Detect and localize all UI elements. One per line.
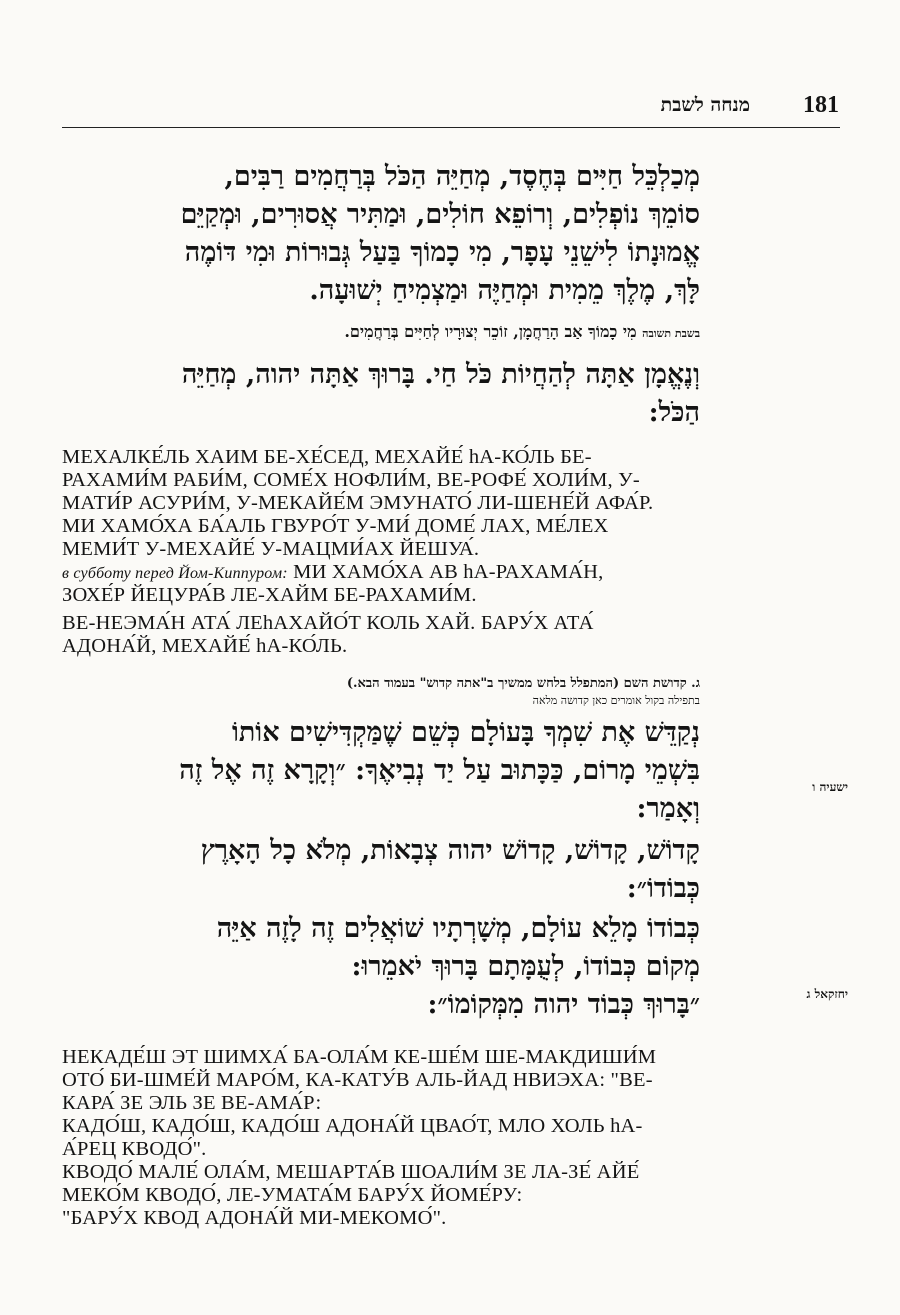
hebrew-line: כְּבוֹדוֹ מָלֵא עוֹלָם, מְשָׁרְתָיו שׁוֹאֲלִים זֶה לָזֶה אַיֵּה	[216, 913, 700, 944]
running-title: מנחה לשבת	[660, 94, 750, 116]
header-rule	[62, 127, 840, 128]
russian-line: ОТО́ БИ-ШМЕ́Й МАРО́М, КА-КАТУ́В АЛЬ-ЙАД НВИЭХА: "ВЕ-	[62, 1069, 653, 1091]
russian-line: АДОНА́Й, МЕХАЙЕ́ hА-КО́ЛЬ.	[62, 635, 348, 657]
hebrew-line: מְקוֹם כְּבוֹדוֹ, לְעֻמָּתָם בָּרוּךְ יֹאמֵרוּ:	[351, 951, 700, 982]
russian-teshuva-text: МИ ХАМО́ХА АВ hА-РАХАМА́Н,	[293, 561, 604, 583]
section-heading-note: בתפילה בקול אומרים כאן קדושה מלאה	[532, 694, 700, 707]
hebrew-line: בִּשְׁמֵי מָרוֹם, כַּכָּתוּב עַל יַד נְבִיאֶךָ: ״וְקָרָא זֶה אֶל זֶה	[179, 755, 700, 786]
russian-line: РАХАМИ́М РАБИ́М, СОМЕ́Х НОФЛИ́М, ВЕ-РОФЕ́ ХОЛИ́М, У-	[62, 469, 640, 491]
hebrew-closing-line: וְנֶאֱמָן אַתָּה לְהַחֲיוֹת כֹּל חַי. בָּרוּךְ אַתָּה יהוה, מְחַיֵּה	[181, 359, 700, 390]
russian-teshuva-label: в субботу перед Йом-Киппуром:	[62, 565, 288, 582]
hebrew-line: וְאָמַר:	[636, 793, 700, 824]
shabbat-teshuva-insert	[100, 322, 700, 342]
hebrew-line: קָדוֹשׁ, קָדוֹשׁ, קָדוֹשׁ יהוה צְבָאוֹת, מְלֹא כָל הָאָרֶץ	[200, 835, 700, 866]
margin-note-isaiah: ישעיה ו	[812, 780, 848, 794]
hebrew-line: כְּבוֹדוֹ״:	[626, 873, 700, 904]
russian-line: ВЕ-НЕЭМА́Н АТА́ ЛЕhАХАЙО́Т КОЛЬ ХАЙ. БАРУ́Х АТА́	[62, 612, 594, 634]
section-heading: ג. קדושת השם (המתפלל בלחש ממשיך ב"אתה קדוש" בעמוד הבא.)	[346, 676, 700, 691]
hebrew-line: לָּךְ, מֶלֶךְ מֵמִית וּמְחַיֶּה וּמַצְמִיחַ יְשׁוּעָה.	[309, 275, 700, 306]
russian-line: МЕМИ́Т У-МЕХАЙЕ́ У-МАЦМИ́АХ ЙЕШУА́.	[62, 538, 480, 560]
russian-line: А́РЕЦ КВОДО́".	[62, 1138, 207, 1160]
russian-line: МИ ХАМО́ХА БА́АЛЬ ГВУРО́Т У-МИ́ ДОМЕ́ ЛАХ, МЕ́ЛЕХ	[62, 515, 609, 537]
russian-line: "БАРУ́Х КВОД АДОНА́Й МИ-МЕКОМО́".	[62, 1207, 447, 1229]
shabbat-teshuva-text: מִי כָמוֹךָ אַב הָרַחֲמָן, זוֹכֵר יְצוּרָיו לְחַיִּים בְּרַחֲמִים.	[344, 322, 637, 341]
hebrew-line: אֱמוּנָתוֹ לִישֵׁנֵי עָפָר, מִי כָמוֹךָ בַּעַל גְּבוּרוֹת וּמִי דּוֹמֶה	[184, 237, 700, 268]
margin-note-ezekiel: יחזקאל ג	[806, 987, 848, 1001]
hebrew-line: סוֹמֵךְ נוֹפְלִים, וְרוֹפֵא חוֹלִים, וּמַתִּיר אֲסוּרִים, וּמְקַיֵּם	[180, 199, 700, 230]
hebrew-line: מְכַלְכֵּל חַיִּים בְּחֶסֶד, מְחַיֵּה הַכֹּל בְּרַחֲמִים רַבִּים,	[224, 161, 700, 192]
russian-teshuva-line	[62, 561, 604, 585]
shabbat-teshuva-label: בשבת תשובה	[642, 327, 700, 340]
page-number: 181	[803, 92, 839, 118]
russian-line: КВОДО́ МАЛЕ́ ОЛА́М, МЕШАРТА́В ШОАЛИ́М ЗЕ ЛА-ЗЕ́ АЙЕ́	[62, 1161, 640, 1183]
russian-line: КАРА́ ЗЕ ЭЛЬ ЗЕ ВЕ-АМА́Р:	[62, 1092, 322, 1114]
hebrew-closing-line: הַכֹּל:	[648, 397, 700, 428]
hebrew-line: נְקַדֵּשׁ אֶת שִׁמְךָ בָּעוֹלָם כְּשֵׁם שֶׁמַּקְדִּישִׁים אוֹתוֹ	[231, 717, 700, 748]
russian-line: МЕКО́М КВОДО́, ЛЕ-УМАТА́М БАРУ́Х ЙОМЕ́РУ:	[62, 1184, 523, 1206]
hebrew-line: ״בָּרוּךְ כְּבוֹד יהוה מִמְּקוֹמוֹ״:	[427, 989, 700, 1020]
russian-line: ЗОХЕ́Р ЙЕЦУРА́В ЛЕ-ХАЙМ БЕ-РАХАМИ́М.	[62, 584, 477, 606]
russian-line: МЕХАЛКЕ́ЛЬ ХАИМ БЕ-ХЕ́СЕД, МЕХАЙЕ́ hА-КО́ЛЬ БЕ-	[62, 446, 592, 468]
russian-line: НЕКАДЕ́Ш ЭТ ШИМХА́ БА-ОЛА́М КЕ-ШЕ́М ШЕ-МАКДИШИ́М	[62, 1046, 657, 1068]
russian-line: КАДО́Ш, КАДО́Ш, КАДО́Ш АДОНА́Й ЦВАО́Т, МЛО ХОЛЬ hА-	[62, 1115, 643, 1137]
russian-line: МАТИ́Р АСУРИ́М, У-МЕКАЙЕ́М ЭМУНАТО́ ЛИ-ШЕНЕ́Й АФА́Р.	[62, 492, 654, 514]
